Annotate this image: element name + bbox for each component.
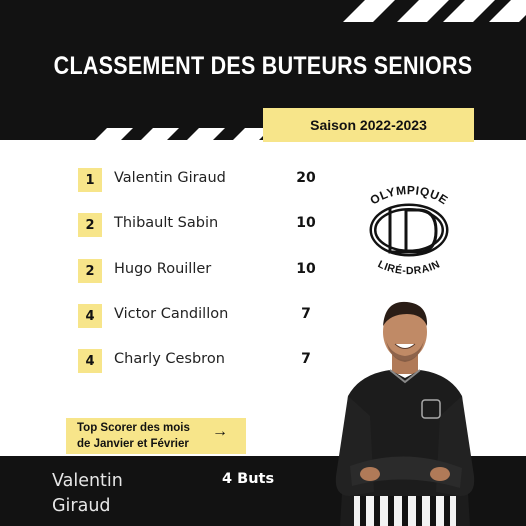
ranking-row (78, 168, 328, 196)
goal-count: 10 (296, 261, 316, 277)
rank-badge: 4 (78, 304, 102, 328)
logo-top-text: OLYMPIQUE (367, 183, 451, 208)
rank-badge: 1 (78, 168, 102, 192)
player-name: Victor Candillon (114, 306, 229, 322)
goal-count: 10 (296, 215, 316, 231)
ranking-row (78, 304, 328, 332)
player-name: Thibault Sabin (114, 215, 219, 231)
top-scorer-goals: 4 Buts (222, 471, 275, 487)
rank-badge: 4 (78, 349, 102, 373)
rank-badge: 2 (78, 213, 102, 237)
season-badge: Saison 2022-2023 (263, 108, 474, 142)
ranking-row (78, 349, 328, 377)
club-logo (356, 182, 462, 282)
player-name: Hugo Rouiller (114, 261, 212, 277)
top-scorer-name: Valentin Giraud (52, 471, 123, 516)
rank-badge: 2 (78, 259, 102, 283)
top-scorer-badge (66, 418, 246, 454)
player-photo (330, 296, 480, 526)
svg-text:LIRÉ-DRAIN (376, 258, 442, 277)
player-name: Charly Cesbron (114, 351, 225, 367)
ranking-row (78, 259, 328, 287)
goal-count: 20 (296, 170, 316, 186)
player-name: Valentin Giraud (114, 170, 226, 186)
logo-bottom-text: LIRÉ-DRAIN (375, 258, 443, 278)
arrow-right-icon: → (212, 423, 228, 440)
ranking-row (78, 213, 328, 241)
top-scorer-label: Top Scorer des mois de Janvier et Février (77, 422, 190, 450)
page-title: CLASSEMENT DES BUTEURS SENIORS (53, 52, 473, 80)
corner-stripes-decoration (330, 0, 526, 22)
goal-count: 7 (301, 306, 311, 322)
goal-count: 7 (301, 351, 311, 367)
